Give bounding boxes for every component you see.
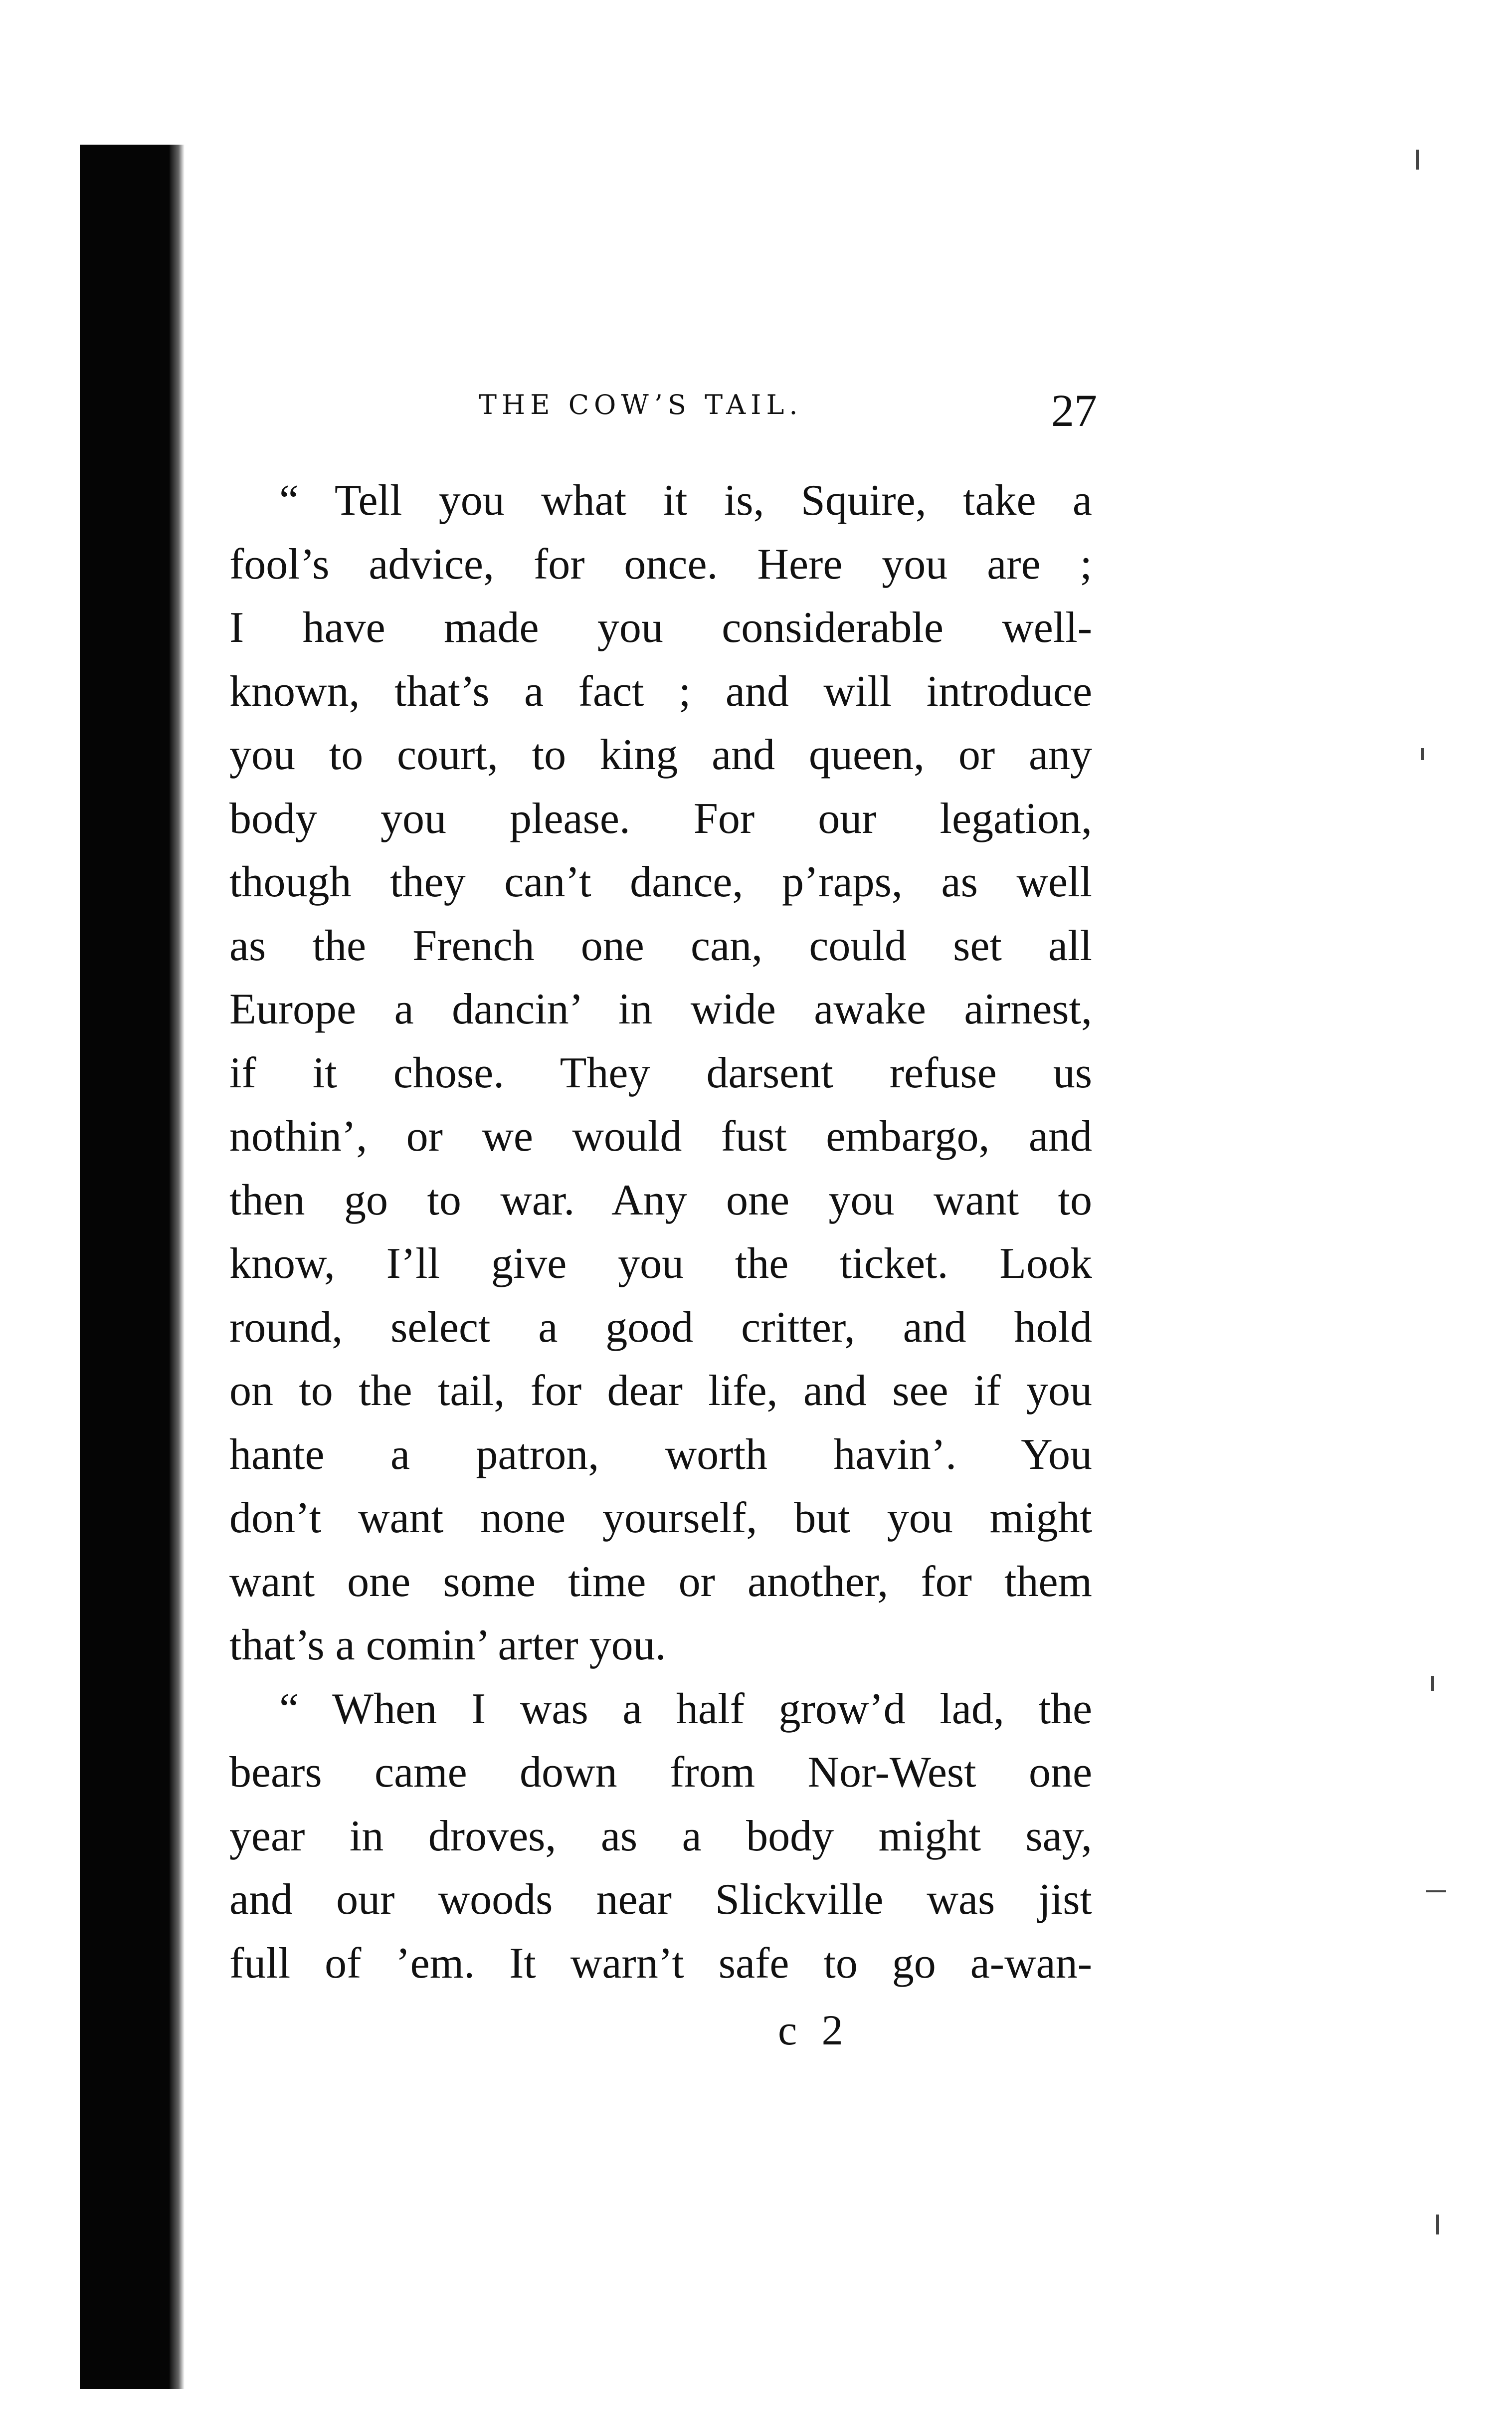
body-text bbox=[229, 469, 1092, 1995]
text-line: I have made you considerable well- bbox=[229, 604, 1092, 652]
text-line: you to court, to king and queen, or any bbox=[229, 731, 1092, 779]
text-line: body you please. For our legation, bbox=[229, 794, 1092, 843]
scan-speck bbox=[1436, 2215, 1439, 2234]
text-line: know, I’ll give you the ticket. Look bbox=[229, 1239, 1092, 1288]
running-title: THE COW’S TAIL. bbox=[479, 389, 803, 420]
text-line: Europe a dancin’ in wide awake airnest, bbox=[229, 985, 1092, 1033]
text-line: want one some time or another, for them bbox=[229, 1557, 1092, 1606]
text-line: known, that’s a fact ; and will introduce bbox=[229, 667, 1092, 716]
text-line: hante a patron, worth havin’. You bbox=[229, 1430, 1092, 1479]
text-line: though they can’t dance, p’raps, as well bbox=[229, 858, 1092, 906]
text-line: that’s a comin’ arter you. bbox=[229, 1621, 666, 1669]
binding-shadow-edge bbox=[170, 145, 185, 2389]
scan-speck bbox=[1431, 1676, 1434, 1691]
page-header bbox=[229, 384, 1097, 439]
signature-mark: c 2 bbox=[778, 2006, 850, 2054]
text-line: don’t want none yourself, but you might bbox=[229, 1494, 1092, 1542]
text-line: if it chose. They darsent refuse us bbox=[229, 1048, 1092, 1097]
scan-speck bbox=[1416, 150, 1419, 170]
text-line: “ Tell you what it is, Squire, take a bbox=[279, 476, 1092, 525]
text-line: round, select a good critter, and hold bbox=[229, 1303, 1092, 1352]
text-line: on to the tail, for dear life, and see if you bbox=[229, 1367, 1092, 1415]
scan-speck bbox=[1426, 1890, 1446, 1892]
text-line: nothin’, or we would fust embargo, and bbox=[229, 1112, 1092, 1161]
binding-shadow bbox=[80, 145, 180, 2389]
text-line: “ When I was a half grow’d lad, the bbox=[279, 1684, 1092, 1733]
text-line: bears came down from Nor-West one bbox=[229, 1748, 1092, 1797]
text-line: full of ’em. It warn’t safe to go a-wan- bbox=[229, 1939, 1092, 1988]
paragraph bbox=[229, 1677, 1092, 1996]
text-line: and our woods near Slickville was jist bbox=[229, 1875, 1092, 1924]
paragraph bbox=[229, 469, 1092, 1677]
text-line: year in droves, as a body might say, bbox=[229, 1812, 1092, 1860]
page-number: 27 bbox=[1051, 385, 1097, 436]
scan-speck bbox=[1421, 748, 1424, 760]
text-line: fool’s advice, for once. Here you are ; bbox=[229, 540, 1092, 589]
text-line: as the French one can, could set all bbox=[229, 921, 1092, 970]
text-line: then go to war. Any one you want to bbox=[229, 1176, 1092, 1224]
